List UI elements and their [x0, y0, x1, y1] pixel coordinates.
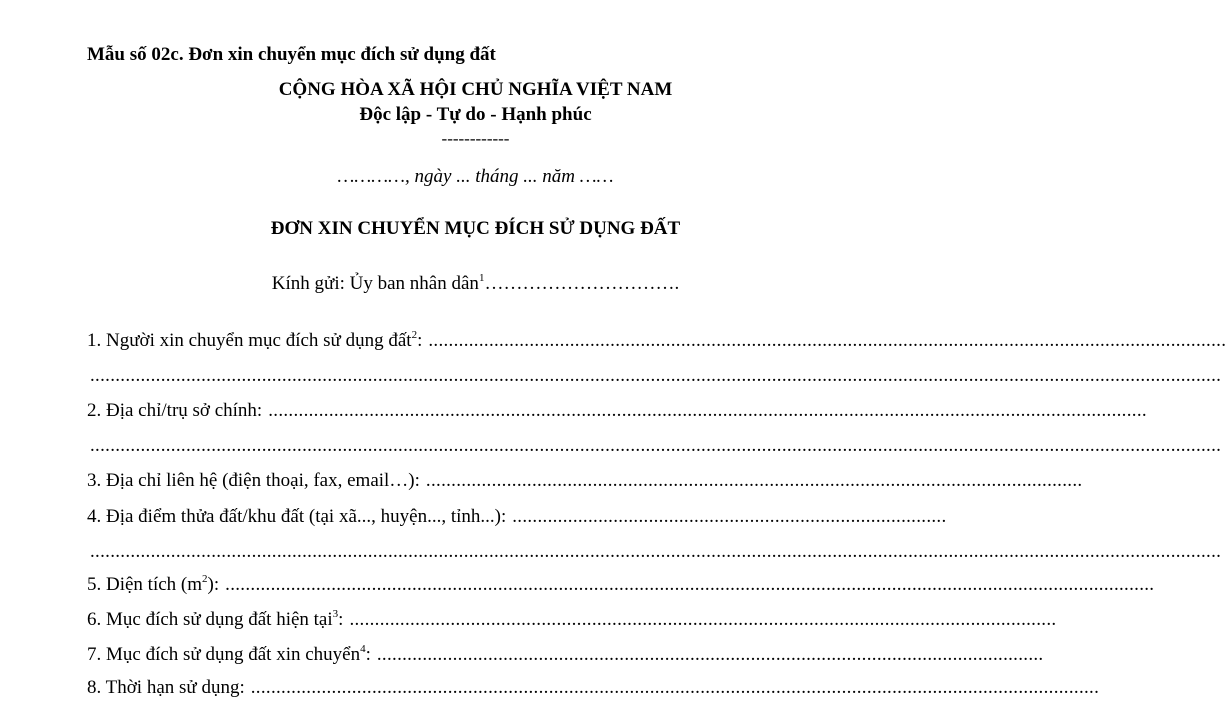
field-area-label: 5. Diện tích $(m^2)$:	[87, 572, 220, 595]
field-current-purpose-label: 6. Mục đích sử dụng đất hiện tại$^3$:	[87, 607, 344, 630]
field-address-blank[interactable]: ..............................................................................................................................................................................	[268, 400, 1147, 421]
field-contact-label: 3. Địa chỉ liên hệ (điện thoại, fax, email…):	[87, 470, 420, 491]
field-address-blank-2[interactable]: ................................................................................................................................................................................................................................	[90, 435, 1222, 456]
recipient-label: Kính gửi: Ủy ban nhân dân	[271, 273, 479, 294]
field-use-term-blank[interactable]: ........................................................................................................................................................................	[250, 677, 1100, 698]
document-title: ĐƠN XIN CHUYỂN MỤC ĐÍCH SỬ DỤNG ĐẤT	[270, 218, 681, 239]
field-applicant-blank[interactable]: ..............................................................................................................................................................	[428, 330, 1226, 351]
field-contact	[87, 470, 1083, 492]
field-land-location-label: 4. Địa điểm thửa đất/khu đất (tại xã..., huyện..., tỉnh...):	[87, 506, 507, 527]
field-applicant-blank-2[interactable]: ................................................................................................................................................................................................................................	[90, 365, 1222, 386]
field-land-location-continuation[interactable]	[87, 541, 1222, 563]
field-requested-purpose-label: 7. Mục đích sử dụng đất xin chuyển$^4$:	[87, 642, 371, 665]
field-address-label: 2. Địa chỉ/trụ sở chính:	[87, 400, 263, 421]
field-land-location-blank-2[interactable]: ................................................................................................................................................................................................................................	[90, 541, 1222, 562]
field-use-term	[87, 677, 1100, 699]
field-land-location	[87, 506, 947, 528]
field-applicant-continuation[interactable]	[87, 365, 1222, 387]
dateline: …………, ngày ... tháng ... năm ……	[337, 166, 614, 187]
recipient-footnote-ref: 1	[478, 271, 485, 284]
recipient-blank: ………………………….	[484, 273, 680, 294]
recipient-line	[0, 273, 951, 295]
field-land-location-blank[interactable]: ......................................................................................	[512, 506, 947, 527]
national-motto: Độc lập - Tự do - Hạnh phúc	[359, 104, 592, 125]
field-applicant	[87, 328, 1226, 352]
field-requested-purpose-blank[interactable]: ....................................................................................................................................	[376, 644, 1044, 665]
field-area-blank[interactable]: ........................................................................................................................................................................................	[225, 574, 1155, 595]
field-current-purpose-blank[interactable]: ............................................................................................................................................	[349, 609, 1057, 630]
header-divider: ------------	[441, 129, 510, 148]
field-address	[87, 400, 1147, 422]
field-area	[87, 572, 1155, 596]
form-code-heading: Mẫu số 02c. Đơn xin chuyển mục đích sử dụng đất	[87, 44, 496, 65]
field-contact-blank[interactable]: ..................................................................................................................................	[425, 470, 1083, 491]
field-current-purpose	[87, 607, 1057, 631]
field-address-continuation[interactable]	[87, 435, 1222, 457]
field-requested-purpose	[87, 642, 1044, 666]
field-use-term-label: 8. Thời hạn sử dụng:	[87, 677, 245, 698]
country-name: CỘNG HÒA XÃ HỘI CHỦ NGHĨA VIỆT NAM	[278, 79, 673, 100]
field-applicant-label: 1. Người xin chuyển mục đích sử dụng đất$^2$:	[87, 328, 423, 351]
